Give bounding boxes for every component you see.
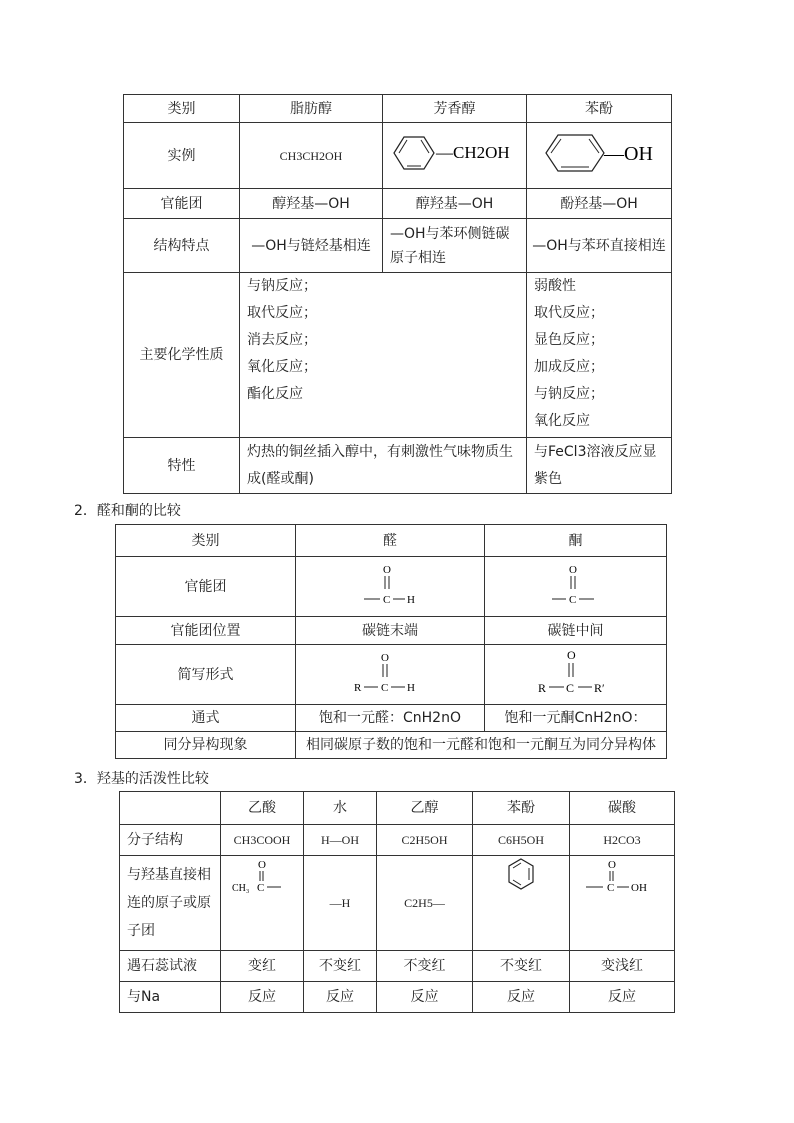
- cell: 酚羟基—OH: [527, 189, 672, 219]
- benzyl-alcohol-diagram: [390, 130, 520, 176]
- list-item: 氧化反应: [534, 413, 590, 429]
- header-cell: 酮: [485, 525, 667, 557]
- table-row: [120, 792, 675, 825]
- table-row: [124, 189, 672, 219]
- table-row: [120, 951, 675, 982]
- cell: 变红: [221, 951, 304, 982]
- aldehyde-group-structure: [296, 557, 485, 617]
- cell: CH3COOH: [221, 825, 304, 856]
- section-heading: 2．醛和酮的比较: [74, 503, 181, 519]
- row-label: 官能团: [116, 557, 296, 617]
- cell: C2H5OH: [377, 825, 473, 856]
- svg-text:H: H: [407, 593, 415, 606]
- svg-text:O: O: [381, 651, 389, 664]
- row-label: 通式: [116, 705, 296, 732]
- header-cell: 苯酚: [473, 792, 570, 825]
- list-item: 与钠反应；: [247, 278, 317, 294]
- table-row: [120, 856, 675, 951]
- cell: 不变红: [473, 951, 570, 982]
- benzene-ring-structure: [473, 856, 570, 951]
- svg-text:R: R: [537, 680, 546, 695]
- benzyl-substituent: —CH2OH: [435, 142, 510, 162]
- cell: —OH与苯环侧链碳原子相连: [383, 219, 527, 273]
- list-item: 加成反应；: [534, 359, 604, 375]
- cell: —H: [304, 856, 377, 951]
- cell: 碳链末端: [296, 617, 485, 645]
- header-cell: [120, 792, 221, 825]
- table-row: [124, 273, 672, 438]
- table-row: [116, 557, 667, 617]
- list-item: 取代反应；: [534, 305, 604, 321]
- header-cell: 乙醇: [377, 792, 473, 825]
- header-cell: 脂肪醇: [240, 95, 383, 123]
- table-row: [124, 95, 672, 123]
- svg-text:C: C: [565, 680, 574, 695]
- carbonate-group-structure: [570, 856, 675, 951]
- cell: —OH与苯环直接相连: [527, 219, 672, 273]
- cell: C2H5—: [377, 856, 473, 951]
- row-label: 实例: [124, 123, 240, 189]
- header-cell: 水: [304, 792, 377, 825]
- table-row: [124, 438, 672, 494]
- svg-text:O: O: [568, 563, 577, 576]
- cell: 反应: [570, 982, 675, 1013]
- aldehyde-group-diagram: [360, 559, 420, 609]
- section-heading: 3．羟基的活泼性比较: [74, 771, 209, 787]
- row-label: 同分异构现象: [116, 732, 296, 759]
- svg-text:C: C: [568, 593, 576, 606]
- cell: 反应: [221, 982, 304, 1013]
- header-cell: 碳酸: [570, 792, 675, 825]
- table-row: [116, 705, 667, 732]
- acetyl-group-diagram: [231, 856, 293, 896]
- svg-text:OH: OH: [631, 882, 647, 894]
- svg-text:O: O: [608, 859, 616, 871]
- svg-text:R′: R′: [593, 680, 605, 695]
- svg-text:C: C: [381, 681, 389, 694]
- table-row: [124, 219, 672, 273]
- row-label: 遇石蕊试液: [120, 951, 221, 982]
- list-item: 与钠反应；: [534, 386, 604, 402]
- row-label: 分子结构: [120, 825, 221, 856]
- alcohol-properties: [240, 273, 527, 438]
- svg-text:CH₃: CH₃: [232, 883, 250, 894]
- row-label: 主要化学性质: [124, 273, 240, 438]
- cell: 饱和一元酮CnH2nO：: [485, 705, 667, 732]
- svg-text:O: O: [566, 647, 576, 662]
- header-cell: 苯酚: [527, 95, 672, 123]
- cell: 与FeCl3溶液反应显紫色: [527, 438, 672, 494]
- table-row: [124, 123, 672, 189]
- list-item: 显色反应；: [534, 332, 604, 348]
- table-row: [116, 617, 667, 645]
- row-label: 与羟基直接相连的原子或原子团: [120, 856, 221, 951]
- svg-text:C: C: [257, 882, 265, 894]
- svg-text:C: C: [607, 882, 615, 894]
- list-item: 消去反应；: [247, 332, 317, 348]
- row-label: 特性: [124, 438, 240, 494]
- benzene-ring-diagram: [506, 856, 536, 892]
- aldehyde-short-diagram: [350, 647, 430, 697]
- cell: 变浅红: [570, 951, 675, 982]
- header-cell: 类别: [124, 95, 240, 123]
- row-label: 官能团位置: [116, 617, 296, 645]
- list-item: 氧化反应；: [247, 359, 317, 375]
- row-label: 官能团: [124, 189, 240, 219]
- phenol-substituent: —OH: [604, 142, 653, 165]
- ketone-short-structure: [485, 645, 667, 705]
- table-row: [116, 525, 667, 557]
- list-item: 弱酸性: [534, 278, 576, 294]
- table-row: [120, 825, 675, 856]
- svg-text:O: O: [258, 859, 266, 871]
- ketone-short-diagram: [536, 647, 616, 697]
- header-cell: 乙酸: [221, 792, 304, 825]
- acetyl-group-structure: [221, 856, 304, 951]
- phenol-properties: [527, 273, 672, 438]
- aldehyde-short-structure: [296, 645, 485, 705]
- svg-text:H: H: [407, 681, 415, 694]
- row-label: 与Na: [120, 982, 221, 1013]
- cell: —OH与链烃基相连: [240, 219, 383, 273]
- header-cell: 芳香醇: [383, 95, 527, 123]
- ketone-group-diagram: [546, 559, 606, 609]
- cell: 反应: [377, 982, 473, 1013]
- cell: 醇羟基—OH: [240, 189, 383, 219]
- svg-text:C: C: [383, 593, 391, 606]
- cell: 醇羟基—OH: [383, 189, 527, 219]
- header-cell: 类别: [116, 525, 296, 557]
- header-cell: 醛: [296, 525, 485, 557]
- cell: 相同碳原子数的饱和一元醛和饱和一元酮互为同分异构体: [296, 732, 667, 759]
- cell: H—OH: [304, 825, 377, 856]
- cell: 反应: [473, 982, 570, 1013]
- svg-text:O: O: [383, 563, 391, 576]
- table-row: [120, 982, 675, 1013]
- cell: 饱和一元醛：CnH2nO: [296, 705, 485, 732]
- row-label: 结构特点: [124, 219, 240, 273]
- alcohol-phenol-table: [123, 94, 672, 494]
- cell: 不变红: [377, 951, 473, 982]
- row-label: 简写形式: [116, 645, 296, 705]
- list-item: 取代反应；: [247, 305, 317, 321]
- table-row: [116, 645, 667, 705]
- cell: 不变红: [304, 951, 377, 982]
- table-row: [116, 732, 667, 759]
- carbonate-group-diagram: [582, 856, 662, 896]
- ketone-group-structure: [485, 557, 667, 617]
- list-item: 酯化反应: [247, 386, 303, 402]
- phenol-diagram: [534, 130, 664, 176]
- cell: 灼热的铜丝插入醇中，有刺激性气味物质生成(醛或酮): [240, 438, 527, 494]
- phenol-structure: [527, 123, 672, 189]
- cell: H2CO3: [570, 825, 675, 856]
- cell: 碳链中间: [485, 617, 667, 645]
- aldehyde-ketone-table: [115, 524, 667, 759]
- hydroxyl-activity-table: [119, 791, 675, 1013]
- cell: C6H5OH: [473, 825, 570, 856]
- svg-text:R: R: [354, 681, 362, 694]
- cell: 反应: [304, 982, 377, 1013]
- benzyl-alcohol-structure: [383, 123, 527, 189]
- fatty-alcohol-formula: CH3CH2OH: [240, 123, 383, 189]
